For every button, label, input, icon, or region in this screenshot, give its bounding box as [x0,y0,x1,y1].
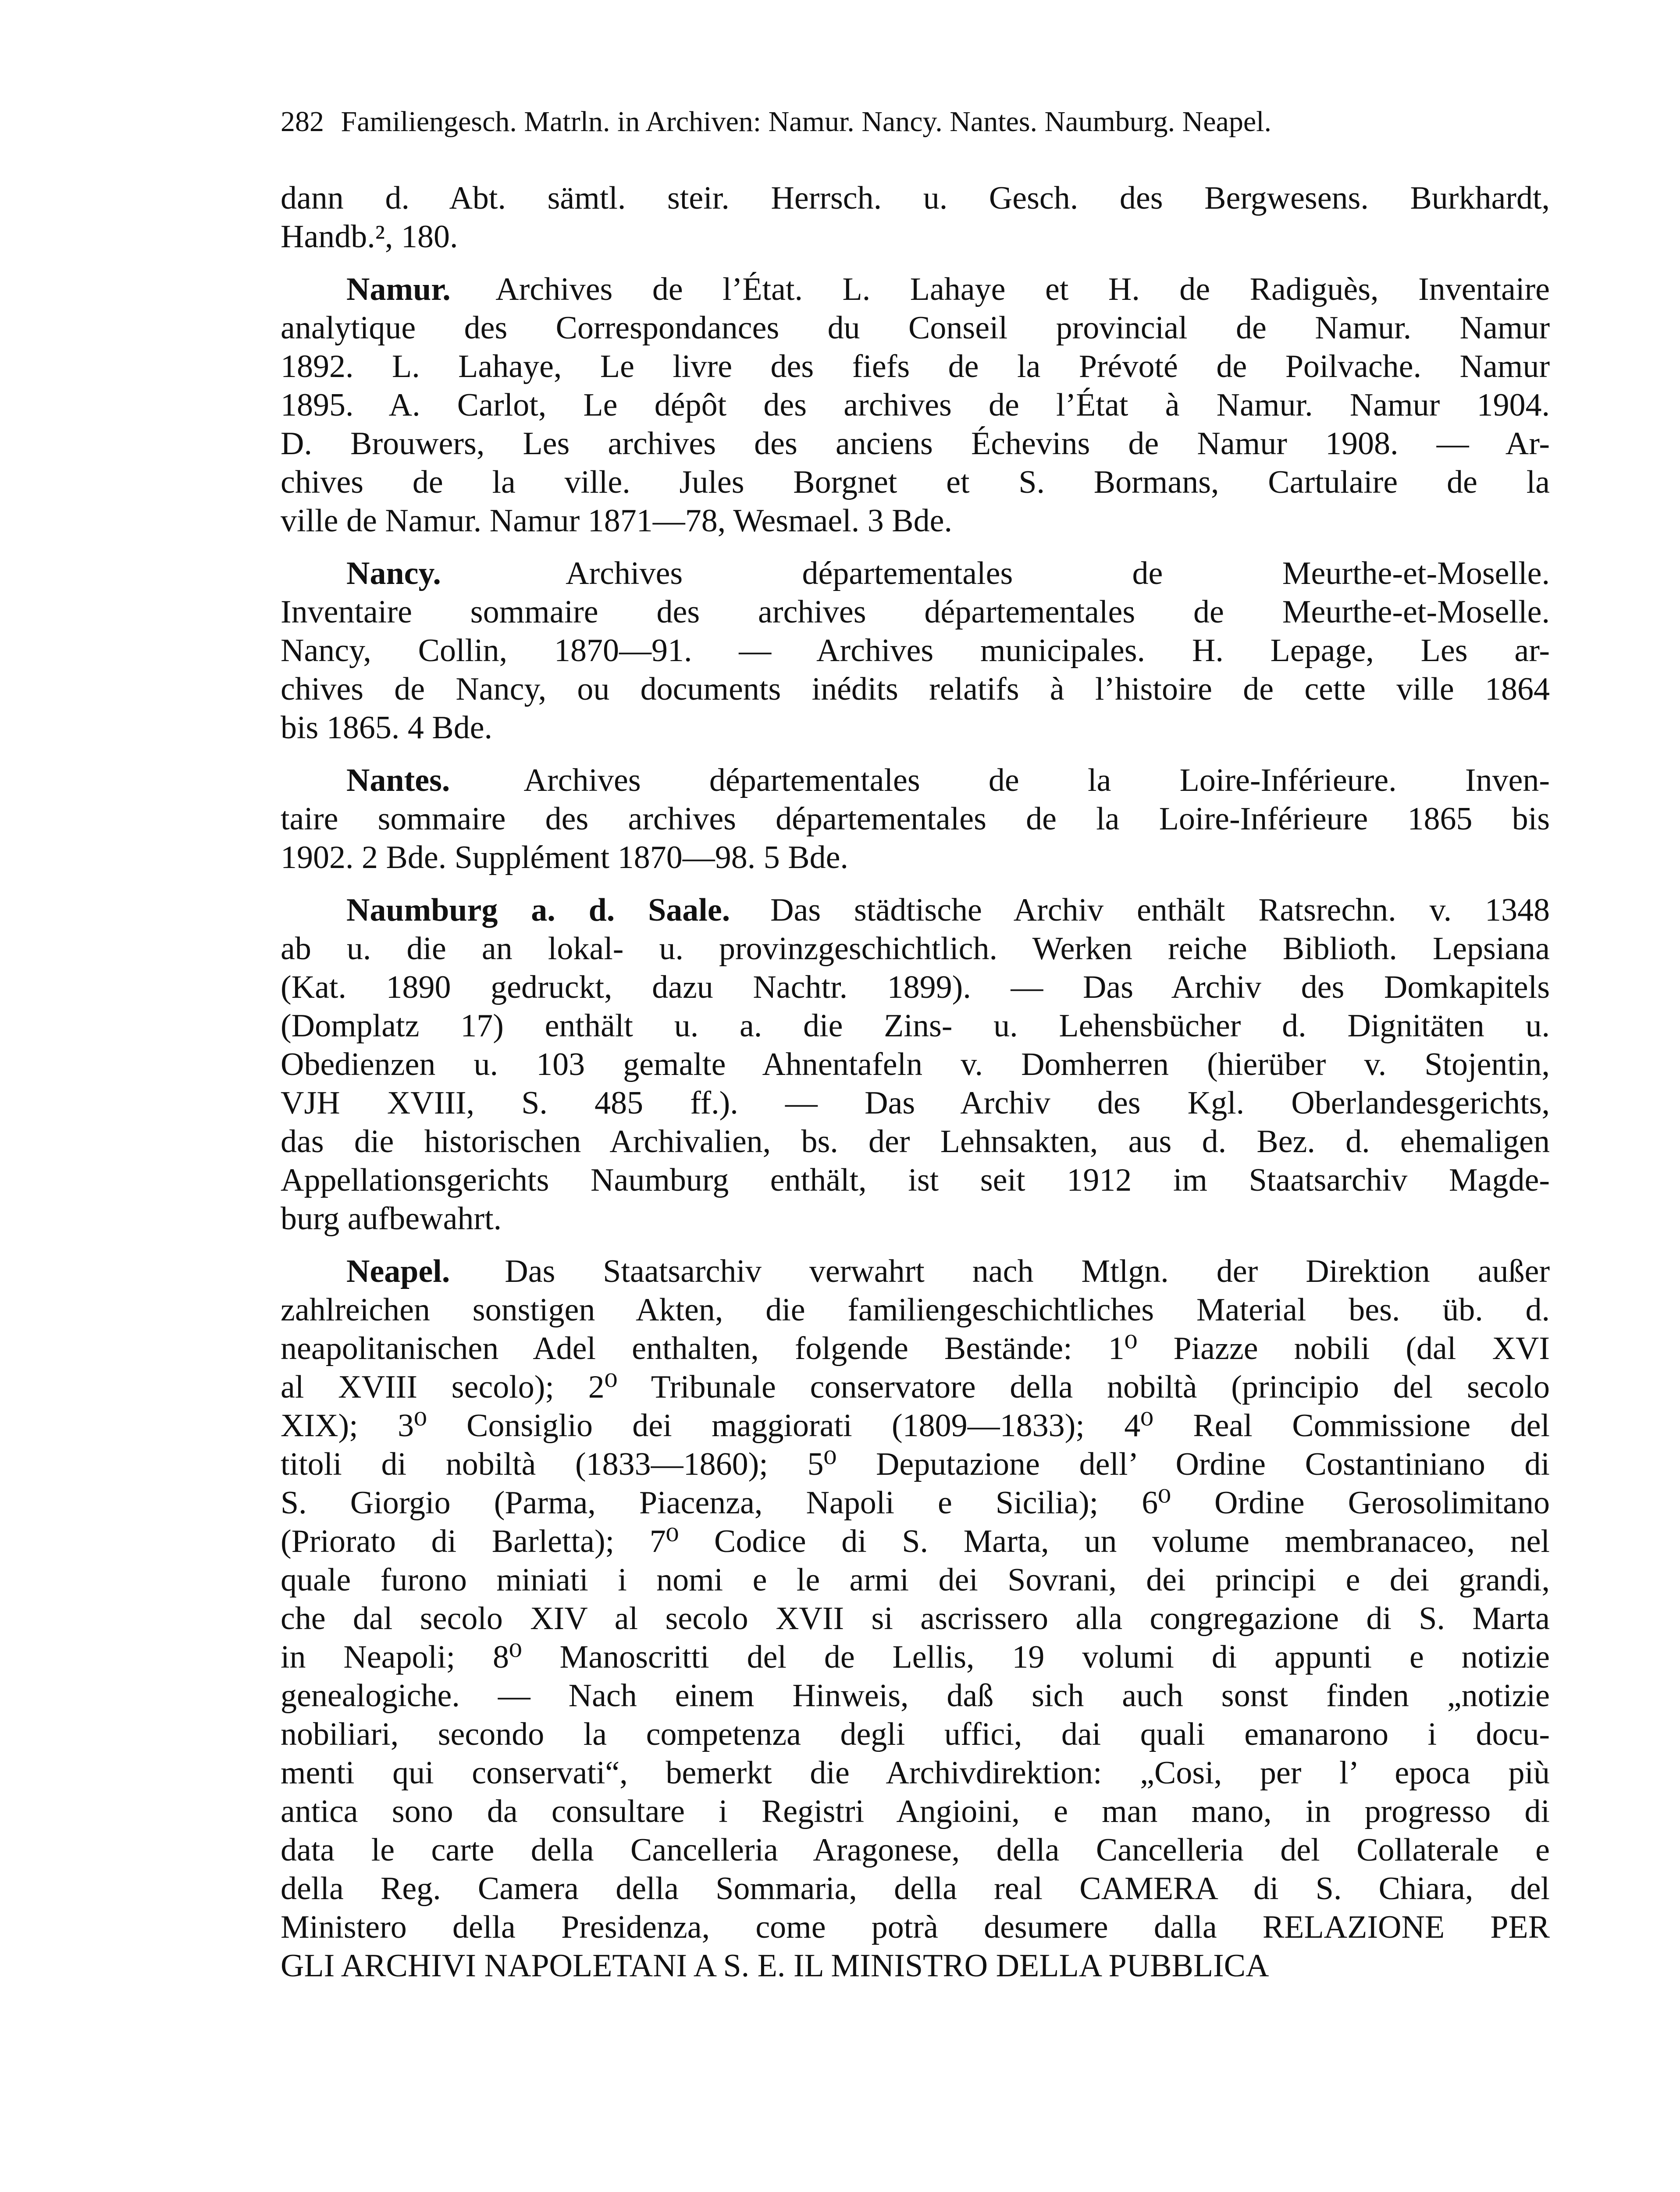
paragraph-heading: Namur. [346,271,451,307]
text-line [281,838,1550,877]
text-line [281,891,1550,929]
text-line [281,968,1550,1007]
page-number: 282 [281,106,324,138]
paragraph [281,761,1550,877]
text-line [281,1199,1550,1238]
line-text: das die historischen Archivalien, bs. der Lehnsakten, aus d. Bez. d. ehemaligen [281,1124,1550,1160]
text-line [281,1831,1550,1869]
line-text: Ministero della Presidenza, come potrà desumere dalla RELAZIONE PER [281,1909,1550,1945]
text-line [281,1715,1550,1754]
line-text: (Kat. 1890 gedruckt, dazu Nachtr. 1899). — Das Archiv des Domkapitels [281,969,1550,1005]
paragraph-heading: Nancy. [346,555,441,591]
text-line [281,1291,1550,1329]
text-line [281,386,1550,424]
line-text: Inventaire sommaire des archives départementales de Meurthe-et-Moselle. [281,594,1550,630]
running-title: Familiengesch. Matrln. in Archiven: Namur. Nancy. Nantes. Naumburg. Neapel. [341,106,1271,138]
line-text: Nancy, Collin, 1870—91. — Archives municipales. H. Lepage, Les ar- [281,633,1550,669]
line-text: in Neapoli; 8⁰ Manoscritti del de Lellis, 19 volumi di appunti e notizie [281,1639,1550,1675]
line-text: che dal secolo XIV al secolo XVII si ascrissero alla congregazione di S. Marta [281,1601,1550,1637]
line-text: 1895. A. Carlot, Le dépôt des archives de l’État à Namur. Namur 1904. [281,387,1550,423]
text-line [281,1252,1550,1291]
line-text: analytique des Correspondances du Conseil provincial de Namur. Namur [281,310,1550,346]
line-text: nobiliari, secondo la competenza degli uffici, dai quali emanarono i docu- [281,1716,1550,1752]
text-line [281,270,1550,309]
text-line [281,424,1550,463]
line-text: burg aufbewahrt. [281,1201,502,1237]
text-line [281,1045,1550,1084]
paragraph [281,179,1550,256]
line-text: Archives départementales de Meurthe-et-Moselle. [566,555,1550,591]
line-text: bis 1865. 4 Bde. [281,710,493,746]
text-line [281,631,1550,670]
line-text: 1902. 2 Bde. Supplément 1870—98. 5 Bde. [281,840,848,875]
text-line [281,309,1550,347]
line-text: 1892. L. Lahaye, Le livre des fiefs de la Prévoté de Poilvache. Namur [281,349,1550,384]
line-text: zahlreichen sonstigen Akten, die familiengeschichtliches Material bes. üb. d. [281,1292,1550,1328]
line-text: (Priorato di Barletta); 7⁰ Codice di S. Marta, un volume membranaceo, nel [281,1523,1550,1559]
text-line [281,593,1550,631]
line-text: Archives départementales de la Loire-Inférieure. Inven- [523,762,1550,798]
line-text: XIX); 3⁰ Consiglio dei maggiorati (1809—1833); 4⁰ Real Commissione del [281,1408,1550,1444]
line-text: genealogiche. — Nach einem Hinweis, daß sich auch sonst finden „notizie [281,1678,1550,1714]
line-text: Das Staatsarchiv verwahrt nach Mtlgn. der Direktion außer [505,1253,1550,1289]
text-line [281,179,1550,217]
text-line [281,1161,1550,1199]
text-line [281,1638,1550,1676]
text-line [281,1676,1550,1715]
text-line [281,761,1550,800]
text-line [281,929,1550,968]
text-line [281,800,1550,838]
text-line [281,217,1550,256]
text-line [281,1084,1550,1122]
text-line [281,1754,1550,1792]
paragraph [281,554,1550,747]
line-text: menti qui conservati“, bemerkt die Archivdirektion: „Cosi, per l’ epoca più [281,1755,1550,1791]
line-text: (Domplatz 17) enthält u. a. die Zins- u. Lehensbücher d. Dignitäten u. [281,1008,1550,1044]
paragraph [281,1252,1550,1985]
text-line [281,1869,1550,1908]
text-line [281,1007,1550,1045]
line-text: Archives de l’État. L. Lahaye et H. de Radiguès, Inventaire [495,271,1550,307]
running-header [281,104,1552,139]
text-line [281,463,1550,502]
line-text: neapolitanischen Adel enthalten, folgende Bestände: 1⁰ Piazze nobili (dal XVI [281,1331,1550,1366]
text-line [281,1368,1550,1406]
text-line [281,1792,1550,1831]
line-text: ville de Namur. Namur 1871—78, Wesmael. 3 Bde. [281,503,952,539]
paragraph-heading: Nantes. [346,762,450,798]
text-line [281,708,1550,747]
line-text: GLI ARCHIVI NAPOLETANI A S. E. IL MINISTRO DELLA PUBBLICA [281,1948,1269,1984]
text-line [281,1329,1550,1368]
text-line [281,347,1550,386]
text-line [281,670,1550,708]
line-text: al XVIII secolo); 2⁰ Tribunale conservatore della nobiltà (principio del secolo [281,1369,1550,1405]
text-line [281,1908,1550,1946]
line-text: ab u. die an lokal- u. provinzgeschichtlich. Werken reiche Biblioth. Lepsiana [281,931,1550,967]
line-text: chives de la ville. Jules Borgnet et S. Bormans, Cartulaire de la [281,464,1550,500]
line-text: della Reg. Camera della Sommaria, della real CAMERA di S. Chiara, del [281,1871,1550,1907]
text-line [281,1561,1550,1599]
paragraph-heading: Neapel. [346,1253,450,1289]
line-text: D. Brouwers, Les archives des anciens Échevins de Namur 1908. — Ar- [281,426,1550,462]
line-text: VJH XVIII, S. 485 ff.). — Das Archiv des Kgl. Oberlandesgerichts, [281,1085,1550,1121]
line-text: chives de Nancy, ou documents inédits relatifs à l’histoire de cette ville 1864 [281,671,1550,707]
line-text: antica sono da consultare i Registri Angioini, e man mano, in progresso di [281,1793,1550,1829]
text-line [281,1522,1550,1561]
text-line [281,1484,1550,1522]
text-line [281,1122,1550,1161]
line-text: dann d. Abt. sämtl. steir. Herrsch. u. Gesch. des Bergwesens. Burkhardt, [281,180,1550,216]
paragraph [281,891,1550,1238]
line-text: Handb.², 180. [281,219,458,255]
text-line [281,1445,1550,1484]
text-line [281,1406,1550,1445]
paragraph-heading: Naumburg a. d. Saale. [346,892,730,928]
line-text: quale furono miniati i nomi e le armi dei Sovrani, dei principi e dei grandi, [281,1562,1550,1598]
body-text [281,179,1550,1985]
text-line [281,502,1550,540]
line-text: Obedienzen u. 103 gemalte Ahnentafeln v. Domherren (hierüber v. Stojentin, [281,1046,1550,1082]
text-line [281,1946,1550,1985]
line-text: Das städtische Archiv enthält Ratsrechn. v. 1348 [770,892,1550,928]
paragraph [281,270,1550,540]
line-text: S. Giorgio (Parma, Piacenza, Napoli e Sicilia); 6⁰ Ordine Gerosolimitano [281,1485,1550,1521]
line-text: titoli di nobiltà (1833—1860); 5⁰ Deputazione dell’ Ordine Costantiniano di [281,1446,1550,1482]
text-line [281,1599,1550,1638]
text-line [281,554,1550,593]
line-text: Appellationsgerichts Naumburg enthält, ist seit 1912 im Staatsarchiv Magde- [281,1162,1550,1198]
line-text: data le carte della Cancelleria Aragonese, della Cancelleria del Collaterale e [281,1832,1550,1868]
line-text: taire sommaire des archives départementales de la Loire-Inférieure 1865 bis [281,801,1550,837]
